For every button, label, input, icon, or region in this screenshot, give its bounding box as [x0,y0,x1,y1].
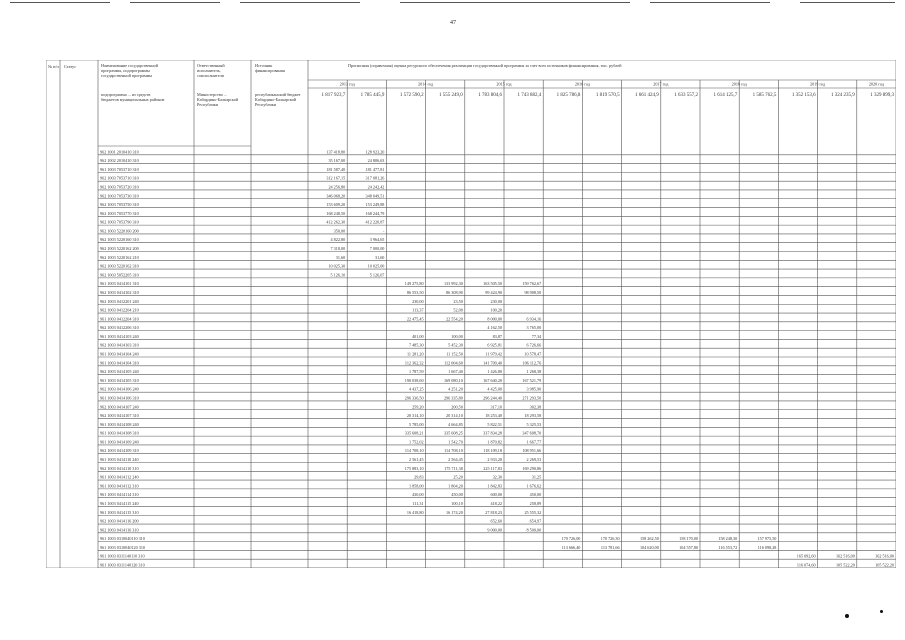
cell-value: 2 269,53 [526,457,542,462]
budget-code: 962 1003 5052205 310 [100,272,139,278]
cell-value: 22 475,45 [406,316,424,322]
cell-value: 1 804,20 [448,483,463,489]
cell-value: 112 004,60 [444,360,463,366]
first-row-total: 1 661 424,9 [635,93,659,98]
cell-value: 23,50 [453,298,463,304]
cell-value: 2 564,45 [448,457,463,462]
top-rule-4 [400,2,630,3]
cell-value: 335 608,21 [404,430,424,436]
budget-code: 961 1003 0414109 240 [100,439,139,445]
header-name: государственной программы [101,73,153,78]
year-label: 2017 год [653,81,669,87]
cell-value: 100,20 [490,307,502,313]
cell-value: 654,97 [529,518,542,524]
cell-value: 348 049,51 [365,193,385,199]
cell-value: 83,87 [492,333,502,339]
cell-value: 106 112,76 [522,360,542,366]
budget-table [46,60,896,568]
cell-value: 52,00 [453,307,463,313]
cell-value: 157 975,50 [757,536,777,542]
year-label: 2015 год [496,81,512,87]
cell-value: 259,20 [412,404,424,410]
cell-value: 24 806,63 [367,158,385,164]
cell-value: 111,31 [412,500,424,506]
cell-value: 113 781,66 [600,544,620,550]
budget-code: 961 1003 7053710 310 [100,166,139,172]
cell-value: 7 485,30 [408,342,424,348]
budget-code: 961 1003 0310040110 310 [100,536,145,542]
cell-value: 158 248,30 [718,536,738,542]
year-label: 2019 год [810,81,826,87]
cell-value: 116 074,60 [796,562,816,568]
first-row-total: 1 743 882,4 [517,93,542,98]
cell-value: 113,37 [412,307,424,313]
cell-value: 296 244,40 [483,395,502,401]
budget-code: 962 1003 0414102 310 [100,289,139,295]
cell-value: 3 765,00 [526,325,542,331]
cell-value: 450,00 [451,492,463,498]
top-rule-2 [130,2,220,3]
cell-value: 346 068,20 [326,193,346,199]
cell-value: 1 870,82 [487,439,502,445]
cell-value: 258,89 [529,500,542,506]
cell-value: 4 162,50 [487,325,502,331]
cell-value: 24 242,42 [367,184,385,190]
cell-value: 5 126,07 [369,272,385,278]
cell-value: 167 640,20 [483,377,502,383]
budget-code: 961 1003 0311140110 310 [100,553,145,559]
budget-code: 962 1003 0414110 310 [100,465,139,471]
cell-value: 1 676,62 [526,483,542,489]
year-label: 2014 год [418,81,434,87]
cell-value: 350,00 [333,228,346,234]
first-row-total: 1 825 786,8 [556,93,581,98]
first-row-total: 1 817 923,7 [321,93,346,98]
cell-value: 1 426,80 [487,369,502,375]
first-row-name: подпрограмма ... из средств [101,92,151,97]
top-rule-3 [240,2,360,3]
budget-code: 961 1003 0310040120 310 [100,544,146,550]
cell-value: 77,34 [531,333,542,339]
cell-value: 335 608,25 [443,430,463,436]
cell-value: 113 666,40 [561,544,581,550]
cell-value: 11 281,20 [406,351,424,357]
year-label: 2013 год [339,81,355,87]
cell-value: 6 726,66 [526,342,542,348]
top-rule-1 [10,2,110,3]
cell-value: 7 000,00 [369,246,385,251]
first-row-total: 1 555 249,0 [439,93,463,98]
budget-code: 962 1003 0414103 310 [100,342,139,348]
first-row-total: 1 324 235,9 [831,93,855,98]
year-label: 2016 год [574,81,590,87]
first-row-total: 1 585 762,5 [752,93,777,98]
cell-value: 16 174,20 [446,509,463,515]
cell-value: 133 992,30 [443,281,463,287]
cell-value: 652,60 [490,518,502,524]
cell-value: 168 244,79 [365,210,385,216]
cell-value: 430,00 [412,492,424,498]
cell-value: 296 336,50 [404,395,424,401]
cell-value: 31,60 [374,254,385,260]
year-label: 2018 год [731,81,747,87]
cell-value: 6 934,16 [526,316,542,322]
cell-value: 230,00 [490,298,502,304]
page-number: 47 [450,20,456,26]
cell-value: 4 437,25 [408,386,424,392]
cell-value: 86 553,50 [406,289,424,295]
cell-value: 181 587,40 [326,166,346,172]
budget-code: 962 1003 5220160 200 [100,228,139,234]
cell-value: 31,25 [531,474,542,480]
cell-value: 165 092,60 [796,553,816,559]
budget-code: 961 1003 0414106 310 [100,395,139,401]
budget-code: 962 1003 0414116 200 [100,518,139,524]
first-row-total: 1 819 570,5 [595,93,620,98]
budget-code: 962 1003 0412201 240 [100,298,139,304]
cell-value: 170 726,00 [561,536,581,542]
cell-value: 98 908,50 [524,289,542,295]
cell-value: 1 752,02 [408,439,424,445]
first-row-total: 1 572 590,2 [399,93,424,98]
budget-code: 961 1003 0414110 240 [100,457,139,462]
budget-code: 962 1003 0414107 310 [100,413,139,419]
cell-value: 25 555,32 [524,509,542,515]
cell-value: 116 098,28 [757,544,777,550]
cell-value: 10 578,47 [524,351,542,357]
first-row-executor: Министерство ... [197,92,228,97]
cell-value: 141 709,40 [483,360,502,366]
budget-code: 961 1003 0311140120 310 [100,562,145,568]
first-row-total: 1 633 557,2 [674,93,698,98]
cell-value: 200,50 [451,404,463,410]
budget-code: 962 1003 7053720 310 [100,184,139,190]
budget-code: 961 1003 0414103 240 [100,333,139,339]
cell-value: 108 951,66 [522,448,542,454]
budget-code: 961 1003 0412204 310 [100,316,139,322]
cell-value: 170 726,30 [600,536,620,542]
budget-code: 962 1003 7053710 310 [100,175,139,181]
cell-value: 32,30 [492,474,502,480]
cell-value: 29,83 [414,474,424,480]
cell-value: 1 858,00 [408,483,424,489]
scan-mark-dot [845,614,849,618]
cell-value: 1 667,40 [448,369,463,375]
cell-value: 175 883,10 [404,465,424,471]
budget-code: 962 1003 0414107 240 [100,404,139,410]
cell-value: 149 275,80 [404,281,424,287]
cell-value: 2 561,45 [408,457,424,462]
first-row-name: бюджетов муниципальных районов [101,97,165,102]
cell-value: 158 170,00 [679,536,698,542]
first-row-total: 1 329 899,3 [870,93,894,98]
cell-value: 3 985,90 [526,386,542,392]
first-row-source: Кабардино-Балкарской [255,97,297,102]
cell-value: 225 117,83 [483,465,502,471]
cell-value: 158 262,50 [639,536,659,542]
cell-value: 163 505,50 [483,281,502,287]
budget-code: 961 1003 0414112 310 [100,483,139,489]
header-num: № п/п [48,64,59,69]
cell-value: 22 554,20 [446,316,463,322]
cell-value: 100,00 [451,333,463,339]
budget-code: 962 1003 7053750 310 [100,202,139,208]
cell-value: 5 325,53 [526,421,542,427]
cell-value: 5 452,30 [448,342,463,348]
first-row-source: республиканский бюджет [255,92,301,97]
first-row-total: 1 614 125,7 [713,93,738,98]
header-resource-title: Прогнозная (справочная) оценка ресурсного обеспечения реализации государственной программы за счет всех источников финансирования, тыс. рублей [348,63,622,68]
cell-value: 5 126,10 [330,272,346,278]
cell-value: 169 290,86 [522,465,542,471]
cell-value: 20 314,10 [446,413,463,419]
cell-value: 1 842,83 [487,483,502,489]
cell-value: 412 220,87 [365,219,385,225]
cell-value: 169 080,10 [443,377,463,383]
top-rule-6 [800,2,895,3]
budget-code: 961 1003 0414114 310 [100,492,139,498]
cell-value: 112 362,32 [404,360,424,366]
cell-value: 105 522,20 [875,562,894,568]
cell-value: 162 516,00 [875,553,894,559]
header-name: программы, подпрограммы [101,68,150,73]
cell-value: 137 418,80 [326,149,346,155]
top-rule-5 [650,2,770,3]
budget-code: 961 1003 0414112 240 [100,474,139,480]
cell-value: 114 708,10 [444,448,463,454]
header-executor: соисполнители [197,73,224,78]
cell-value: 8 500,00 [526,527,542,533]
cell-value: 25,20 [453,474,463,480]
cell-value: 11 152,50 [446,351,463,357]
cell-value: 4 822,80 [330,237,346,243]
cell-value: 10 025,00 [367,263,385,269]
cell-value: 5 822,51 [487,421,502,427]
budget-code: 962 1001 2010410 310 [100,149,139,155]
cell-value: 1 268,38 [526,369,542,375]
budget-code: 962 1003 0414106 240 [100,386,139,392]
cell-value: 5 785,00 [408,421,424,427]
budget-code: 962 1003 5220162 310 [100,263,139,269]
first-row-total: 1 785 445,9 [360,93,385,98]
cell-value: 27 818,23 [485,509,502,515]
budget-code: 962 1003 7053770 310 [100,210,139,216]
cell-value: 2 933,20 [487,457,502,462]
cell-value: 317,10 [490,404,502,410]
cell-value: 153 249,88 [365,202,385,208]
cell-value: 450,00 [529,492,542,498]
header-name: Наименование государственной [101,63,158,68]
budget-code: 962 1003 0414105 240 [100,369,139,375]
budget-code: 961 1003 0414108 240 [100,421,139,427]
cell-value: 4 425,00 [487,386,502,392]
first-row-total: 1 783 804,6 [478,93,502,98]
cell-value: 99 424,90 [485,289,502,295]
header-status: Статус [64,64,77,69]
cell-value: 128 923,20 [365,149,385,155]
cell-value: 175 711,38 [444,465,463,471]
budget-code: 962 1003 5220162 200 [100,246,139,251]
cell-value: 153 609,20 [326,202,346,208]
cell-value: 104 620,00 [639,544,659,550]
budget-code: 962 1003 7053790 310 [100,219,139,225]
cell-value: 35 167,00 [328,158,346,164]
budget-code: 962 1003 0412204 210 [100,307,139,313]
cell-value: 1 667,77 [526,439,542,445]
budget-code: 962 1003 0414116 310 [100,527,139,533]
cell-value: 6 925,81 [487,342,502,348]
cell-value: 296 335,80 [443,395,463,401]
cell-value: 9 000,00 [487,527,502,533]
header-executor: исполнитель, [197,68,221,73]
cell-value: 1 542,70 [448,439,463,445]
budget-code: 962 1003 0412206 310 [100,325,139,331]
first-row-executor: Республики [197,102,219,107]
budget-code: 961 1003 0414104 240 [100,351,139,357]
budget-code: 961 1003 0414105 310 [100,377,139,383]
cell-value: 312 167,15 [326,175,346,181]
cell-value: 8 000,00 [487,316,502,322]
cell-value: 302,38 [529,404,542,410]
cell-value: 162 516,00 [835,553,855,559]
cell-value: 4 664,85 [448,421,463,427]
budget-code: 962 1003 0414109 310 [100,448,139,454]
cell-value: 4 251,20 [448,386,463,392]
cell-value: 11 979,42 [485,351,502,357]
cell-value: 114 708,10 [404,448,424,454]
cell-value: 104 557,80 [679,544,698,550]
cell-value: 18 293,58 [524,413,542,419]
cell-value: 100,10 [451,500,463,506]
budget-code: 961 1003 0414115 240 [100,500,139,506]
cell-value: 18 253,40 [485,413,502,419]
cell-value: 317 081,26 [365,175,385,181]
cell-value: 412 262,30 [326,219,346,225]
cell-value: 271 293,50 [522,395,542,401]
scan-mark-dot [880,610,883,613]
cell-value: 24 256,80 [328,184,346,190]
cell-value: 20 314,10 [406,413,424,419]
cell-value: 168 248,50 [326,210,346,216]
header-executor: Ответственный [197,63,225,68]
cell-value: 230,00 [412,298,424,304]
cell-value: 105 522,20 [835,562,855,568]
header-source: финансирования [255,68,285,73]
cell-value: 167 521,79 [522,377,542,383]
cell-value: 86 308,90 [446,289,463,295]
cell-value: 181 477,81 [365,166,385,172]
cell-value: 7 318,00 [330,246,346,251]
cell-value: - [382,228,385,234]
cell-value: 418,22 [490,500,502,506]
cell-value: 31,60 [335,254,346,260]
first-row-source: Республики [255,102,277,107]
cell-value: 118 109,18 [483,448,502,454]
year-label: 2020 год [868,81,884,87]
first-row-total: 1 352 153,6 [791,93,816,98]
cell-value: 10 025,30 [328,263,346,269]
budget-code: 962 1003 7053730 310 [100,193,139,199]
budget-code: 961 1003 0414108 310 [100,430,139,436]
budget-code: 961 1003 0414101 310 [100,281,139,287]
cell-value: 116 553,72 [718,544,738,550]
header-source: Источник [255,63,273,68]
cell-value: 159 762,67 [522,281,542,287]
cell-value: 3 964,65 [369,237,385,243]
budget-code: 961 1003 0414104 310 [100,360,139,366]
cell-value: 401,00 [412,333,424,339]
budget-code: 962 1003 5220162 210 [100,254,139,260]
cell-value: 347 608,70 [522,430,542,436]
cell-value: 16 418,80 [406,509,424,515]
budget-code: 962 1002 2010410 310 [100,158,139,164]
budget-code: 961 1003 0414115 310 [100,509,139,515]
cell-value: 337 834,28 [483,430,502,436]
first-row-executor: Кабардино-Балкарской [197,97,239,102]
budget-code: 962 1003 5220160 310 [100,237,139,243]
cell-value: 1 787,59 [408,369,424,375]
cell-value: 190 038,60 [404,377,424,383]
cell-value: 600,00 [490,492,502,498]
